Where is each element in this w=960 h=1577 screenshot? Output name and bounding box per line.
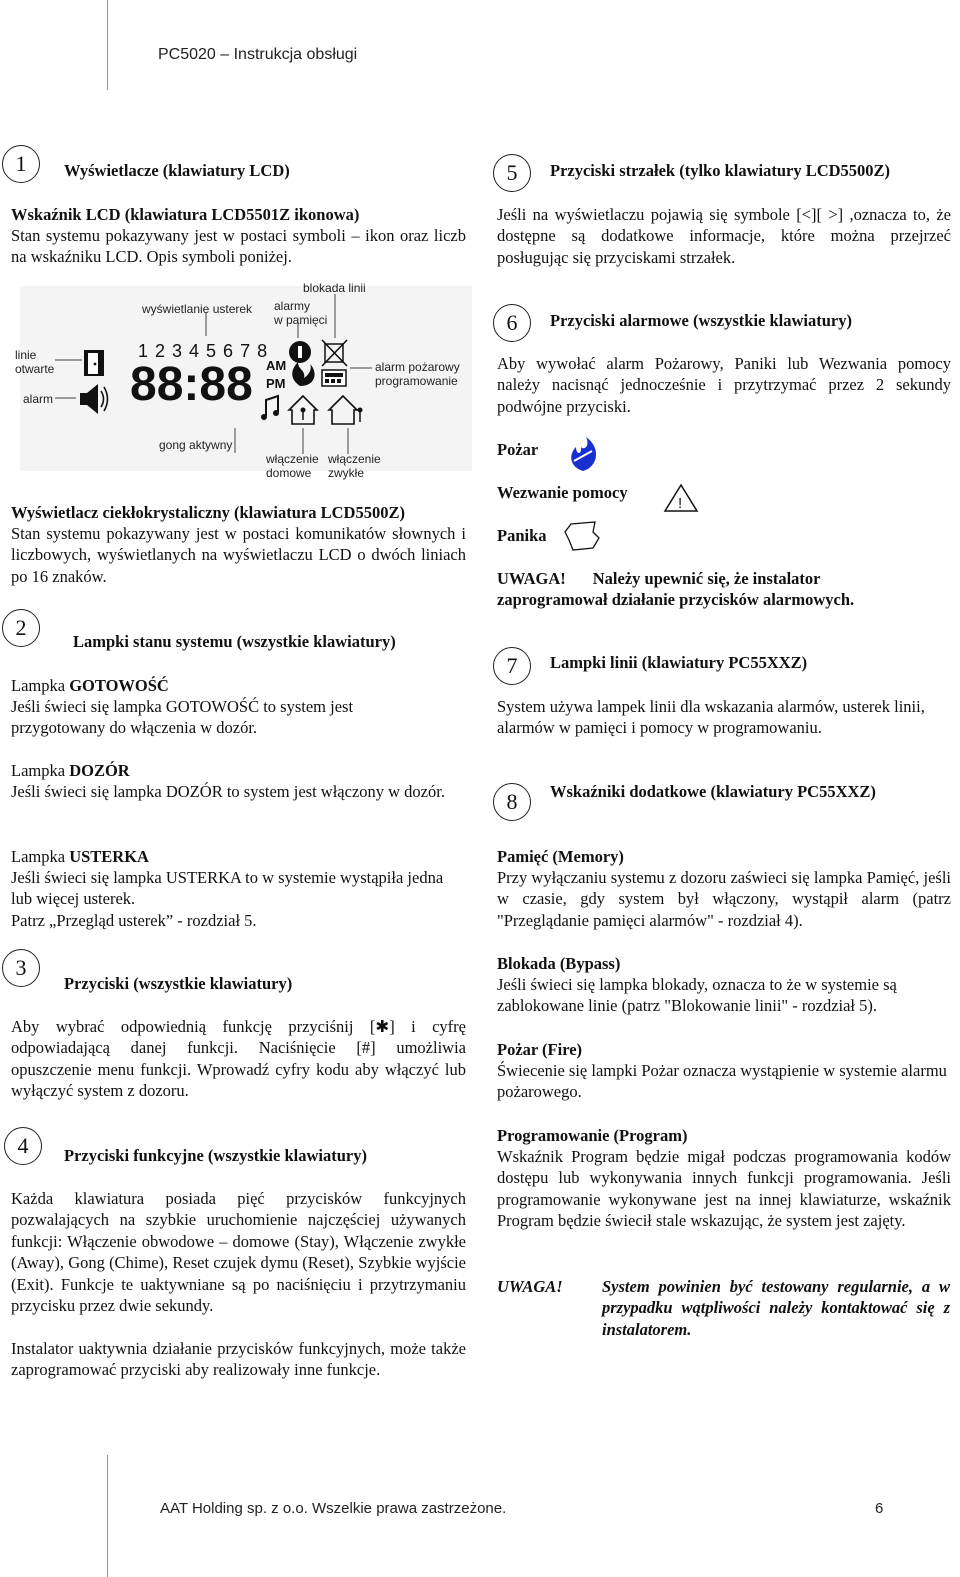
- final-note-label: UWAGA!: [497, 1277, 563, 1296]
- am-indicator: AM: [266, 358, 287, 373]
- program-indicator-text: Wskaźnik Program będzie migał podczas programowania kodów dostępu lub wykonywania innych funkcji programowania. Jeśli programowanie wykonywane jest na innej klawiaturze, wskaźnik Program będzie świecił stale wskazując, że system jest zajęty.: [497, 1147, 951, 1231]
- section-number-5: 5: [493, 154, 531, 192]
- footer-company: AAT Holding sp. z o.o. Wszelkie prawa zastrzeżone.: [160, 1500, 507, 1517]
- zone-lamps-text: System używa lampek linii dla wskazania alarmów, usterek linii, alarmów w pamięci i pomocy w programowaniu.: [497, 697, 925, 738]
- bypass-text: Jeśli świeci się lampka blokady, oznacza to że w systemie są zablokowane linie (patrz "Blokowanie linii" - rozdział 5).: [497, 975, 897, 1016]
- alarm-keys-warning: UWAGA! Należy upewnić się, że instalator: [497, 569, 821, 588]
- lcd-text-subtitle: Wyświetlacz ciekłokrystaliczny (klawiatura LCD5500Z): [11, 503, 405, 522]
- label-chime: gong aktywny: [159, 438, 233, 452]
- label-stay-2: domowe: [266, 466, 312, 480]
- ready-lamp-text: Jeśli świeci się lampka GOTOWOŚĆ to system jest przygotowany do włączenia w dozór.: [11, 697, 354, 738]
- section-number-1: 1: [2, 145, 40, 183]
- section-title-2: Lampki stanu systemu (wszystkie klawiatury): [73, 632, 396, 651]
- section-title-6: Przyciski alarmowe (wszystkie klawiatury): [550, 311, 852, 330]
- flame-icon: [292, 362, 314, 386]
- memory-title: Pamięć (Memory): [497, 847, 624, 866]
- speaker-icon: [80, 384, 108, 414]
- shield-icon: [563, 518, 603, 554]
- trouble-lamp-title: Lampka USTERKA: [11, 847, 149, 866]
- label-fire: alarm pożarowy: [375, 360, 460, 374]
- section-title-1: Wyświetlacze (klawiatury LCD): [64, 161, 290, 180]
- page-header-title: PC5020 – Instrukcja obsługi: [158, 46, 358, 63]
- fire-icon: [566, 435, 600, 473]
- section-title-5: Przyciski strzałek (tylko klawiatury LCD5500Z): [550, 161, 891, 180]
- memory-text: Przy wyłączaniu systemu z dozoru zaświeci się lampka Pamięć, jeśli w czasie, gdy system był włączony, wystąpił alarm (patrz "Przeglądanie pamięci alarmów" - rozdział 4).: [497, 868, 951, 930]
- section-title-3: Przyciski (wszystkie klawiatury): [64, 974, 293, 993]
- fire-indicator-text: Świecenie się lampki Pożar oznacza wystąpienie w systemie alarmu pożarowego.: [497, 1061, 947, 1102]
- trouble-lamp-text: Jeśli świeci się lampka USTERKA to w systemie wystąpiła jedna lub więcej usterek.: [11, 868, 444, 909]
- final-note-text: System powinien być testowany regularnie, a w przypadku wątpliwości należy kontaktować się z instalatorem.: [602, 1277, 950, 1339]
- label-bypass: blokada linii: [303, 281, 366, 295]
- chime-icon: [261, 396, 279, 420]
- segment-clock-display: [130, 358, 253, 411]
- section-number-4: 4: [4, 1127, 42, 1165]
- svg-text:!: !: [678, 495, 683, 512]
- program-icon: [322, 370, 346, 386]
- door-icon: [84, 350, 104, 376]
- label-away-2: zwykłe: [328, 466, 365, 480]
- section-number-8: 8: [493, 783, 531, 821]
- page-number: 6: [875, 1500, 884, 1517]
- program-indicator-title: Programowanie (Program): [497, 1126, 688, 1145]
- armed-lamp-title: Lampka DOZÓR: [11, 761, 130, 780]
- trouble-lamp-ref: Patrz „Przegląd usterek” - rozdział 5.: [11, 911, 257, 930]
- section-title-8: Wskaźniki dodatkowe (klawiatury PC55XXZ): [550, 782, 876, 801]
- label-memory-1: alarmy: [274, 299, 311, 313]
- wrench-icon: [289, 341, 311, 363]
- alarm-keys-warning-2: zaprogramował działanie przycisków alarmowych.: [497, 590, 855, 609]
- label-stay-1: włączenie: [266, 452, 319, 466]
- footer-rule: [107, 1455, 108, 1577]
- lcd-text-description: Stan systemu pokazywany jest w postaci komunikatów słownych i liczbowych, wyświetlanych na wyświetlaczu LCD o dwóch liniach po 16 znaków.: [11, 524, 466, 586]
- stay-house-icon: [289, 396, 317, 424]
- help-key-label: Wezwanie pomocy: [497, 483, 628, 502]
- arrow-keys-text: Jeśli na wyświetlaczu pojawią się symbole [<][ >] ,oznacza to, że dostępne są dodatkowe informacje, które można przejrzeć posługując się przyciskami strzałek.: [497, 205, 951, 267]
- section-number-6: 6: [493, 304, 531, 342]
- panic-key-label: Panika: [497, 526, 547, 545]
- fire-key-label: Pożar: [497, 440, 539, 459]
- pm-indicator: PM: [266, 376, 286, 391]
- header-rule: [107, 0, 108, 90]
- lcd-icon-diagram: [0, 278, 476, 478]
- bypass-title: Blokada (Bypass): [497, 954, 621, 973]
- label-trouble: wyświetlanie usterek: [142, 302, 253, 316]
- zone-digits: 1 2 3 4 5 6 7 8: [138, 341, 269, 361]
- ready-lamp-title: Lampka GOTOWOŚĆ: [11, 676, 169, 695]
- label-memory-2: w pamięci: [274, 313, 328, 327]
- keys-description: Aby wybrać odpowiednią funkcję przyciśnij [✱] i cyfrę odpowiadającą danej funkcji. Naciśnięcie [#] umożliwia opuszczenie menu funkcji. Wprowadź cyfry kodu aby włączyć lub wyłączyć system z dozoru.: [11, 1017, 466, 1101]
- bypass-icon: [322, 340, 347, 366]
- section-title-4: Przyciski funkcyjne (wszystkie klawiatury): [64, 1146, 367, 1165]
- section-number-2: 2: [2, 609, 40, 647]
- away-house-icon: [329, 396, 363, 424]
- lcd-icon-text: Stan systemu pokazywany jest w postaci symboli – ikon oraz liczb na wskaźniku LCD. Opis symboli poniżej.: [11, 226, 466, 267]
- warning-triangle-icon: [663, 482, 699, 514]
- label-program: programowanie: [375, 374, 458, 388]
- label-open-2: otwarte: [15, 362, 55, 376]
- label-alarm: alarm: [23, 392, 54, 406]
- alarm-keys-text: Aby wywołać alarm Pożarowy, Paniki lub Wezwania pomocy należy nacisnąć jednocześnie i przytrzymać przez 2 sekundy podwójne przyciski.: [497, 354, 951, 416]
- lcd-icon-subtitle: Wskaźnik LCD (klawiatura LCD5501Z ikonowa): [11, 205, 360, 224]
- fire-indicator-title: Pożar (Fire): [497, 1040, 583, 1059]
- section-number-7: 7: [493, 647, 531, 685]
- label-open-1: linie: [15, 348, 37, 362]
- label-away-1: włączenie: [328, 452, 381, 466]
- section-number-3: 3: [2, 949, 40, 987]
- clock-digits: 88:88: [130, 358, 253, 411]
- function-keys-text-1: Każda klawiatura posiada pięć przycisków funkcyjnych pozwalających na szybkie uruchomienie najczęściej używanych funkcji: Włączenie obwodowe – domowe (Stay), Włączenie zwykłe (Away), Gong (Chime), Reset czujek dymu (Reset), Szybkie wyjście (Exit). Funkcje te uaktywniane są po naciśnięciu i przytrzymaniu przycisku przez dwie sekundy.: [11, 1189, 466, 1316]
- section-title-7: Lampki linii (klawiatury PC55XXZ): [550, 653, 808, 672]
- armed-lamp-text: Jeśli świeci się lampka DOZÓR to system jest włączony w dozór.: [11, 782, 445, 801]
- function-keys-text-2: Instalator uaktywnia działanie przycisków funkcyjnych, może także zaprogramować przyciski aby realizowały inne funkcje.: [11, 1339, 466, 1380]
